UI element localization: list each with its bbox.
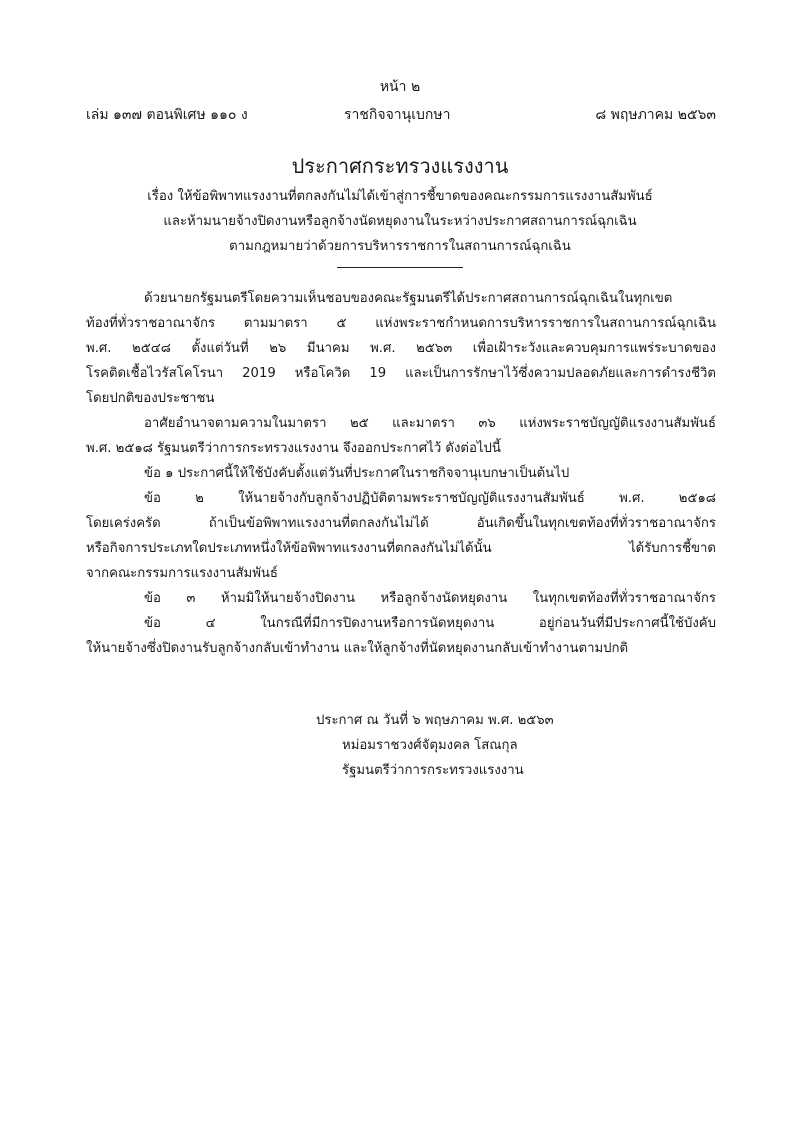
text-line: อาศัยอำนาจตามความในมาตรา ๒๕ และมาตรา ๓๖ แห่งพระราชบัญญัติแรงงานสัมพันธ์ bbox=[144, 416, 716, 431]
title-divider bbox=[337, 267, 463, 268]
text-line: ข้อ ๓ ห้ามมิให้นายจ้างปิดงาน หรือลูกจ้างนัดหยุดงาน ในทุกเขตท้องที่ทั่วราชอาณาจักร bbox=[144, 591, 716, 606]
clause-2 bbox=[86, 486, 716, 586]
header-gazette-name: ราชกิจจานุเบกษา bbox=[344, 107, 451, 123]
clause-1 bbox=[86, 461, 716, 486]
text-line: ด้วยนายกรัฐมนตรีโดยความเห็นชอบของคณะรัฐมนตรีได้ประกาศสถานการณ์ฉุกเฉินในทุกเขต bbox=[144, 291, 673, 306]
gazette-header bbox=[86, 104, 716, 128]
text-line: จากคณะกรรมการแรงงานสัมพันธ์ bbox=[86, 566, 278, 581]
header-date: ๘ พฤษภาคม ๒๕๖๓ bbox=[595, 107, 716, 123]
announcement-subject bbox=[0, 184, 800, 259]
text-line: หรือกิจการประเภทใดประเภทหนึ่งให้ข้อพิพาทแรงงานที่ตกลงกันไม่ได้นั้น ได้รับการชี้ขาด bbox=[86, 541, 716, 556]
signatory-position: รัฐมนตรีว่าการกระทรวงแรงงาน bbox=[342, 763, 524, 778]
text-line: ให้นายจ้างซึ่งปิดงานรับลูกจ้างกลับเข้าทำงาน และให้ลูกจ้างที่นัดหยุดงานกลับเข้าทำงานตามปกติ bbox=[86, 641, 629, 656]
text-line: ข้อ ๔ ในกรณีที่มีการปิดงานหรือการนัดหยุดงาน อยู่ก่อนวันที่มีประกาศนี้ใช้บังคับ bbox=[144, 616, 716, 631]
signatory-name: หม่อมราชวงศ์จัตุมงคล โสณกุล bbox=[342, 738, 518, 753]
paragraph-authority bbox=[86, 411, 716, 461]
text-line: โดยปกติของประชาชน bbox=[86, 391, 215, 406]
paragraph-preamble bbox=[86, 286, 716, 411]
signature-block bbox=[86, 708, 716, 783]
header-volume: เล่ม ๑๓๗ ตอนพิเศษ ๑๑๐ ง bbox=[86, 107, 248, 123]
subject-line: และห้ามนายจ้างปิดงานหรือลูกจ้างนัดหยุดงานในระหว่างประกาศสถานการณ์ฉุกเฉิน bbox=[163, 214, 637, 229]
clause-4 bbox=[86, 611, 716, 661]
announcement-date: ประกาศ ณ วันที่ ๖ พฤษภาคม พ.ศ. ๒๕๖๓ bbox=[316, 713, 554, 728]
text-line: พ.ศ. ๒๕๔๘ ตั้งแต่วันที่ ๒๖ มีนาคม พ.ศ. ๒๕๖๓ เพื่อเฝ้าระวังและควบคุมการแพร่ระบาดของ bbox=[86, 341, 716, 356]
text-line: พ.ศ. ๒๕๑๘ รัฐมนตรีว่าการกระทรวงแรงงาน จึงออกประกาศไว้ ดังต่อไปนี้ bbox=[86, 441, 501, 456]
clause-3 bbox=[86, 586, 716, 611]
page-number: หน้า ๒ bbox=[379, 79, 421, 95]
text-line: ท้องที่ทั่วราชอาณาจักร ตามมาตรา ๕ แห่งพระราชกำหนดการบริหารราชการในสถานการณ์ฉุกเฉิน bbox=[86, 316, 716, 331]
subject-line: ตามกฎหมายว่าด้วยการบริหารราชการในสถานการณ์ฉุกเฉิน bbox=[229, 239, 571, 254]
announcement-body bbox=[86, 286, 716, 661]
text-line: ข้อ ๑ ประกาศนี้ให้ใช้บังคับตั้งแต่วันที่ประกาศในราชกิจจานุเบกษาเป็นต้นไป bbox=[144, 466, 570, 481]
announcement-title: ประกาศกระทรวงแรงงาน bbox=[291, 154, 509, 178]
text-line: โดยเคร่งครัด ถ้าเป็นข้อพิพาทแรงงานที่ตกลงกันไม่ได้ อันเกิดขึ้นในทุกเขตท้องที่ทั่วราชอาณาจักร bbox=[86, 516, 716, 531]
text-line: ข้อ ๒ ให้นายจ้างกับลูกจ้างปฏิบัติตามพระราชบัญญัติแรงงานสัมพันธ์ พ.ศ. ๒๕๑๘ bbox=[144, 491, 716, 506]
text-line: โรคติดเชื้อไวรัสโคโรนา 2019 หรือโควิด 19 และเป็นการรักษาไว้ซึ่งความปลอดภัยและการดำรงชีวิต bbox=[86, 366, 716, 381]
subject-line: เรื่อง ให้ข้อพิพาทแรงงานที่ตกลงกันไม่ได้เข้าสู่การชี้ขาดของคณะกรรมการแรงงานสัมพันธ์ bbox=[147, 189, 653, 204]
